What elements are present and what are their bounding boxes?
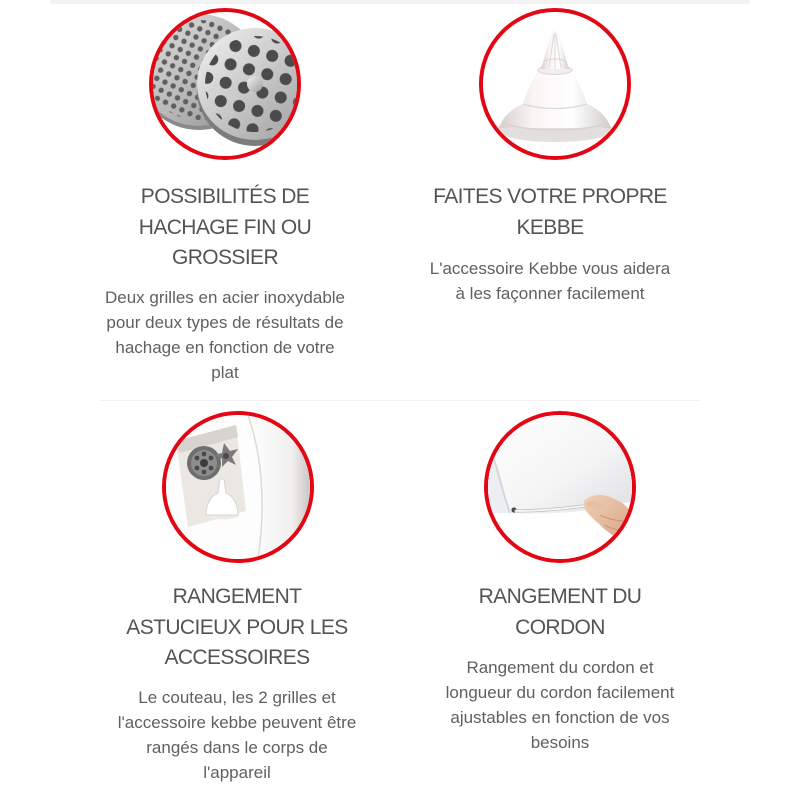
feature-cord-storage (390, 0, 730, 752)
feature-description-line: plat (211, 363, 239, 382)
feature-description-line: Rangement du cordon et (466, 658, 654, 677)
feature-description-line: l'appareil (203, 763, 271, 782)
feature-title-line: GROSSIER (171, 246, 279, 269)
feature-description-line: L'accessoire Kebbe vous aidera (429, 259, 671, 278)
feature-description-line: hachage en fonction de votre (115, 338, 335, 357)
feature-title-line: ACCESSOIRES (164, 646, 310, 669)
feature-title (67, 582, 407, 674)
feature-description-line: Le couteau, les 2 grilles et (138, 688, 336, 707)
feature-title (390, 582, 730, 643)
feature-accessory-storage (67, 0, 407, 782)
cord-storage-photo (484, 411, 636, 563)
feature-title-line: FAITES VOTRE PROPRE (433, 185, 667, 208)
feature-description (67, 685, 407, 785)
feature-title-line: KEBBE (516, 215, 584, 239)
feature-title-line: CORDON (515, 615, 605, 639)
feature-title-line: RANGEMENT (172, 585, 302, 608)
cord-storage-illustration (488, 415, 632, 559)
feature-title-line: ASTUCIEUX POUR LES (126, 615, 348, 639)
feature-description-line: besoins (530, 733, 590, 752)
feature-title-line: RANGEMENT DU (478, 585, 642, 608)
feature-description-line: ajustables en fonction de vos (450, 708, 670, 727)
feature-description-line: l'accessoire kebbe peuvent être (117, 713, 357, 732)
feature-description-line: Deux grilles en acier inoxydable (104, 288, 346, 307)
feature-description-line: pour deux types de résultats de (106, 313, 344, 332)
row-divider (100, 400, 700, 401)
stored-grille (187, 446, 221, 480)
feature-description-line: rangés dans le corps de (146, 738, 328, 757)
feature-description (390, 655, 730, 755)
feature-description-line: longueur du cordon facilement (445, 683, 675, 702)
feature-description-line: à les façonner facilement (455, 284, 645, 303)
accessory-storage-photo (162, 411, 314, 563)
feature-title-line: POSSIBILITÉS DE (140, 185, 310, 208)
feature-title-line: HACHAGE FIN OU (138, 215, 312, 239)
accessory-storage-illustration (166, 415, 310, 559)
